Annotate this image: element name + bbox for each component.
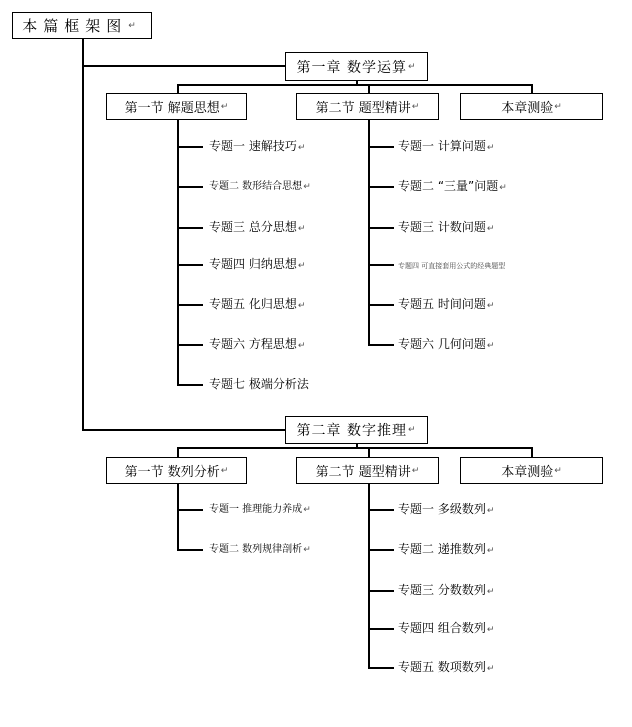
ch1-sec3-drop-line	[531, 84, 533, 93]
topic-item: 专题七 极端分析法	[209, 377, 309, 391]
item-tick	[177, 146, 203, 148]
item-tick	[368, 590, 394, 592]
topic-item: 专题一 速解技巧↵	[209, 139, 306, 153]
topic-item: 专题五 时间问题↵	[398, 297, 495, 311]
topic-item: 专题三 总分思想↵	[209, 220, 306, 234]
ch1-section-2-box: 第二节 题型精讲 ↵	[296, 93, 439, 120]
ch2-section-3-box: 本章测验 ↵	[460, 457, 603, 484]
ch2-sec3-drop-line	[531, 447, 533, 457]
item-tick	[368, 549, 394, 551]
topic-item: 专题二 数列规律剖析↵	[209, 544, 311, 555]
item-tick	[177, 227, 203, 229]
item-tick	[177, 264, 203, 266]
ch2-section-2-box: 第二节 题型精讲 ↵	[296, 457, 439, 484]
chapter1-connector-line	[82, 65, 286, 67]
topic-item: 专题五 化归思想↵	[209, 297, 306, 311]
topic-item: 专题五 数项数列↵	[398, 660, 495, 674]
item-tick	[177, 549, 203, 551]
chapter-1-box: 第一章 数学运算 ↵	[285, 52, 428, 81]
topic-item: 专题四 归纳思想↵	[209, 257, 306, 271]
ch2-sec1-drop-line	[177, 447, 179, 457]
chapter1-branch-bar	[177, 84, 533, 86]
chapter2-connector-line	[82, 429, 286, 431]
item-tick	[177, 344, 203, 346]
ch2-sec1-item-trunk	[177, 483, 179, 550]
topic-item: 专题四 组合数列↵	[398, 621, 495, 635]
item-tick	[368, 186, 394, 188]
ch1-sec2-item-trunk	[368, 119, 370, 346]
item-tick	[368, 667, 394, 669]
item-tick	[368, 344, 394, 346]
item-tick	[177, 186, 203, 188]
ch2-sec2-drop-line	[368, 447, 370, 457]
topic-item: 专题二 “三量”问题↵	[398, 179, 507, 193]
item-tick	[177, 304, 203, 306]
topic-item: 专题四 可直接套用公式的经典题型	[398, 262, 506, 270]
topic-item: 专题三 分数数列↵	[398, 583, 495, 597]
ch1-section-3-box: 本章测验 ↵	[460, 93, 603, 120]
item-tick	[177, 509, 203, 511]
topic-item: 专题六 方程思想↵	[209, 337, 306, 351]
item-tick	[368, 227, 394, 229]
item-tick	[368, 628, 394, 630]
topic-item: 专题三 计数问题↵	[398, 220, 495, 234]
topic-item: 专题一 计算问题↵	[398, 139, 495, 153]
chapter2-branch-bar	[177, 447, 533, 449]
item-tick	[368, 304, 394, 306]
ch2-section-1-box: 第一节 数列分析 ↵	[106, 457, 247, 484]
chapter-2-box: 第二章 数字推理 ↵	[285, 416, 428, 444]
item-tick	[368, 509, 394, 511]
item-tick	[368, 264, 394, 266]
topic-item: 专题一 多级数列↵	[398, 502, 495, 516]
ch1-sec1-drop-line	[177, 84, 179, 93]
item-tick	[177, 384, 203, 386]
topic-item: 专题一 推理能力养成↵	[209, 504, 311, 515]
main-trunk-line	[82, 38, 84, 431]
ch1-section-1-box: 第一节 解题思想 ↵	[106, 93, 247, 120]
topic-item: 专题二 数形结合思想↵	[209, 181, 311, 192]
framework-title: 本篇框架图 ↵	[12, 12, 152, 39]
topic-item: 专题二 递推数列↵	[398, 542, 495, 556]
ch1-sec2-drop-line	[368, 84, 370, 93]
topic-item: 专题六 几何问题↵	[398, 337, 495, 351]
item-tick	[368, 146, 394, 148]
